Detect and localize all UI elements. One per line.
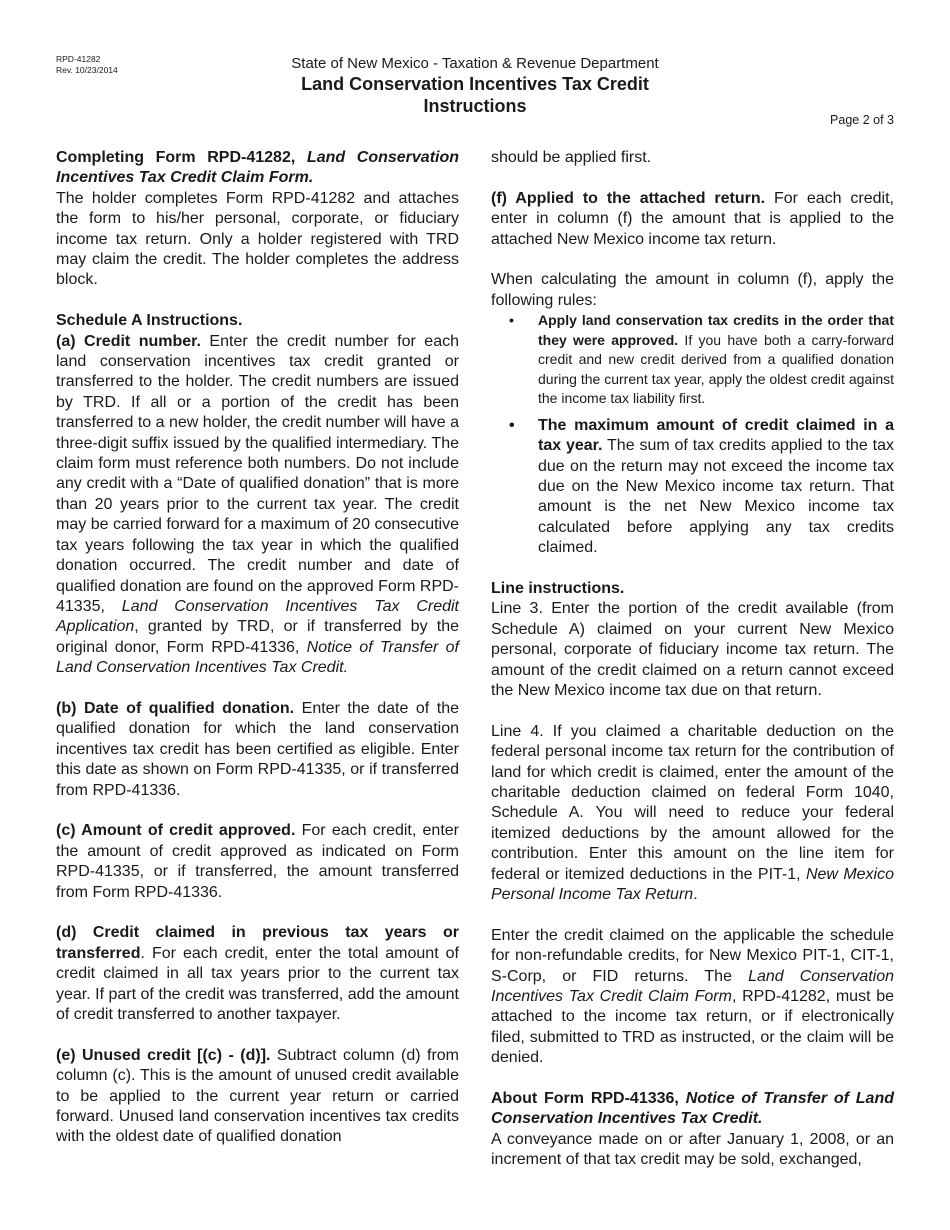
schedule-a-heading-text: Schedule A Instructions. [56,312,243,330]
completing-heading [56,148,459,189]
item-f-body: For each credit, enter in column (f) the amount that is applied to the attached New Mexico income tax return. [491,189,894,248]
item-b-label: (b) Date of qualified donation. [56,699,295,717]
rule-1-bold: Apply land conservation tax credits in the order that they were approved. [538,312,894,348]
bullet-icon: • [509,416,515,434]
page-header [0,54,950,117]
item-d-paragraph [56,923,459,1025]
agency-name: State of New Mexico - Taxation & Revenue Department [291,55,659,72]
revision-date: Rev. 10/23/2014 [56,65,118,75]
line-4-form-title: New Mexico Personal Income Tax Return [491,865,894,904]
completing-heading-text: Completing Form RPD-41282, [56,149,307,166]
completing-heading-form-name: Land Conservation Incentives Tax Credit Claim Form. [56,149,460,187]
rule-2-bold: The maximum amount of credit claimed in a tax year. [538,416,894,455]
rules-intro: When calculating the amount in column (f), apply the following rules: [491,271,894,309]
enter-credit-form-title: Land Conservation Incentives Tax Credit Claim Form [491,967,895,1006]
item-b-paragraph [56,699,459,801]
line-4-body: Line 4. If you claimed a charitable deduction on the federal personal income tax return for the contribution of land for which credit is claimed, enter the amount of the charitable deduction claimed on federal Form 1040, Schedule A. You will need to reduce your federal itemized deductions by the amount allowed for the contribution. Enter this amount on the line item for federal or itemized deductions in the PIT-1, [491,722,894,883]
enter-credit-b: , RPD-41282, must be attached to the income tax return, or if electronically filed, submitted to TRD as instructed, or the claim will be denied. [491,988,895,1067]
rule-item [491,416,894,559]
rule-item [491,311,894,409]
item-e-continued: should be applied first. [491,149,652,166]
item-b-body: Enter the date of the qualified donation for which the land conservation incentives tax credit has been certified as eligible. Enter this date as shown on Form RPD-41335, or if transferred from RPD-41336. [56,699,460,799]
item-d-body: . For each credit, enter the total amount of credit claimed in all tax years prior to the current tax year. If part of the credit was transferred, add the amount of credit transferred to another taxpayer. [56,944,459,1023]
document-subtitle: Instructions [423,96,527,116]
item-a-label: (a) Credit number. [56,332,201,350]
about-heading [491,1089,894,1130]
item-a-form-title-2: Notice of Transfer of Land Conservation Incentives Tax Credit. [56,638,459,677]
item-e-label: (e) Unused credit [(c) - (d)]. [56,1046,271,1064]
item-d-label: (d) Credit claimed in previous tax years or transferred [56,924,459,962]
rule-1-text: If you have both a carry-forward credit and new credit derived from a qualified donation during the current tax year, apply the oldest credit against the income tax liability first. [538,331,894,407]
about-heading-text: About Form RPD-41336, [491,1090,686,1108]
left-column [56,148,459,1148]
enter-credit-a: Enter the credit claimed on the applicable the schedule for non-refundable credits, for New Mexico PIT-1, CIT-1, S-Corp, or FID returns. The [491,926,894,985]
line-3-paragraph: Line 3. Enter the portion of the credit available (from Schedule A) claimed on your current New Mexico personal, corporate of fiduciary income tax return. The amount of the credit claimed on a return cannot exceed the New Mexico income tax due on that return. [491,600,894,699]
item-c-body: For each credit, enter the amount of credit approved as indicated on Form RPD-41335, or if transferred, the amount transferred from Form RPD-41336. [56,822,459,901]
about-body: A conveyance made on or after January 1, 2008, or an increment of that tax credit may be sold, exchanged, [491,1130,894,1169]
item-c-label: (c) Amount of credit approved. [56,822,296,840]
completing-body: The holder completes Form RPD-41282 and attaches the form to his/her personal, corporate, or fiduciary income tax return. Only a holder registered with TRD may claim the credit. The holder completes the address block. [56,189,459,289]
item-e-paragraph [56,1046,459,1148]
rule-2-text: The sum of tax credits applied to the tax due on the return may not exceed the income tax due on the New Mexico income tax return. That amount is the net New Mexico income tax calculated before applying any tax credits claimed. [538,437,894,557]
item-a-mid: , granted by TRD, or if transferred by the original donor, Form RPD-41336, [56,618,459,656]
document-title: Land Conservation Incentives Tax Credit [301,74,649,94]
right-column [491,148,894,1171]
enter-credit-paragraph [491,926,894,1069]
line-4-paragraph [491,722,894,906]
item-f-label: (f) Applied to the attached return. [491,189,766,207]
item-a-body: Enter the credit number for each land conservation incentives tax credit granted or transferred to the holder. The credit numbers are issued by TRD. If all or a portion of the credit has been transferred to a new holder, the credit number will have a three-digit suffix issued by the qualified intermediary. The claim form must reference both numbers. Do not include any credit with a “Date of qualified donation” that is more than 20 years prior to the current tax year. The credit may be carried forward for a maximum of 20 consecutive tax years following the tax year in which the qualified donation occurred. The credit number and date of qualified donation are found on the approved Form RPD-41335, [56,332,459,615]
schedule-a-heading [56,311,459,331]
item-a-form-title-1: Land Conservation Incentives Tax Credit Application [56,597,459,636]
item-e-body: Subtract column (d) from column (c). This is the amount of unused credit available to be applied to the current year return or carried forward. Unused land conservation incentives tax credits with the oldest date of qualified donation [56,1046,460,1146]
bullet-icon: • [509,312,514,329]
page-number: Page 2 of 3 [830,113,894,127]
line-4-end: . [693,886,698,904]
form-number: RPD-41282 [56,54,101,64]
line-instructions-heading-text: Line instructions. [491,579,625,597]
line-instructions-heading [491,579,894,599]
rules-list [491,311,894,558]
about-heading-form-name: Notice of Transfer of Land Conservation Incentives Tax Credit. [491,1090,894,1128]
item-c-paragraph [56,821,459,903]
item-f-paragraph [491,189,894,250]
item-a-paragraph [56,332,459,679]
